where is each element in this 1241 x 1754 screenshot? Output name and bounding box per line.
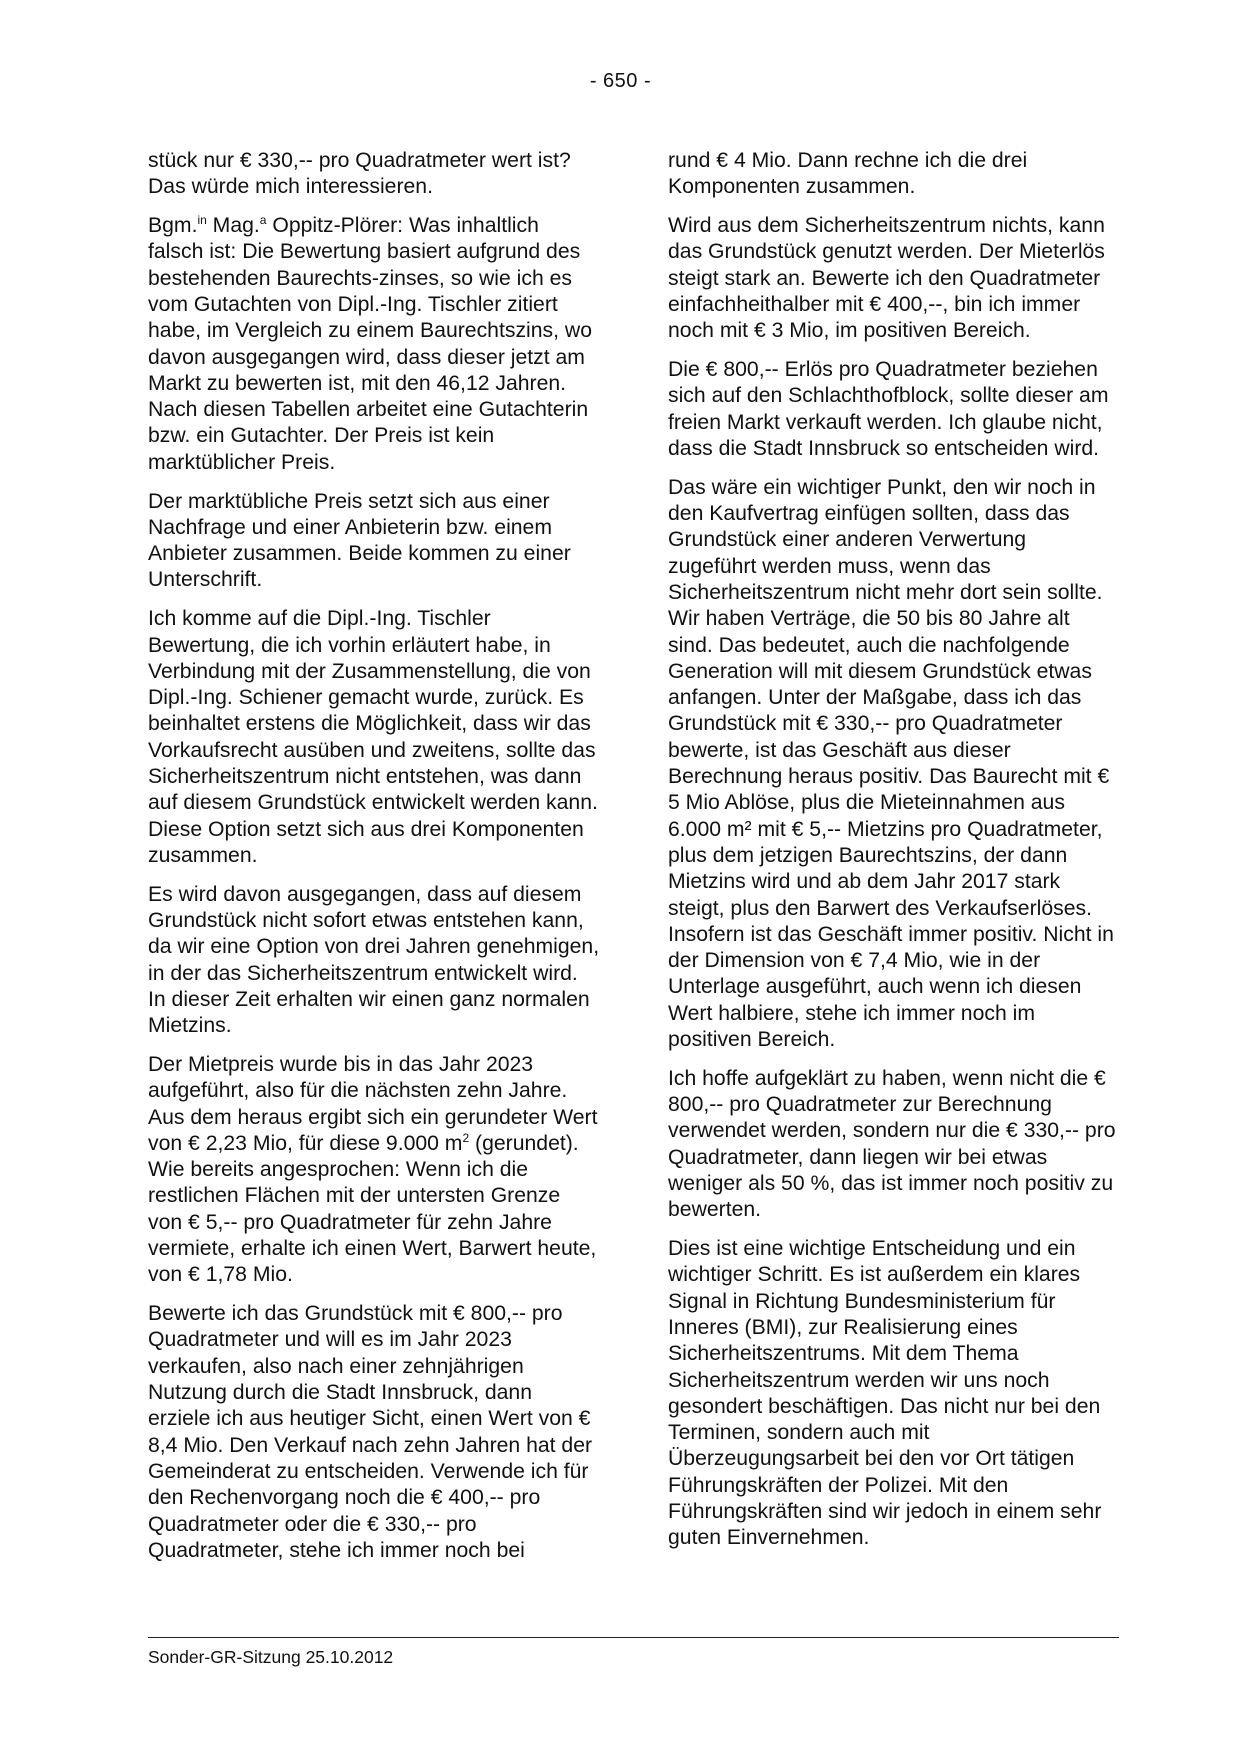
speaker-label: Bgm. xyxy=(148,214,198,238)
paragraph-speaker xyxy=(148,213,600,476)
footer-session-label: Sonder-GR-Sitzung 25.10.2012 xyxy=(148,1647,394,1667)
left-column xyxy=(148,148,600,1577)
superscript: 2 xyxy=(462,1130,470,1145)
paragraph xyxy=(148,1052,600,1289)
paragraph: Ich hoffe aufgeklärt zu haben, wenn nicht die € 800,-- pro Quadratmeter zur Berechnung verwendet werden, sondern nur die € 330,-- pro Quadratmeter, dann liegen wir bei etwas weniger als 50 %, das ist immer noch positiv zu bewerten. xyxy=(668,1066,1116,1222)
paragraph: rund € 4 Mio. Dann rechne ich die drei Komponenten zusammen. xyxy=(668,149,1028,199)
paragraph: Ich komme auf die Dipl.-Ing. Tischler Bewertung, die ich vorhin erläutert habe, in Verbindung mit der Zusammenstellung, die von Dipl.-Ing. Schiener gemacht wurde, zurück. Es beinhaltet erstens die Möglichkeit, dass wir das Vorkaufsrecht ausüben und zweitens, sollte das Sicherheitszentrum nicht entstehen, was dann auf diesem Grundstück entwickelt werden kann. Diese Option setzt sich aus drei Komponenten zusammen. xyxy=(148,607,598,867)
paragraph: Bewerte ich das Grundstück mit € 800,-- pro Quadratmeter und will es im Jahr 2023 verkaufen, also nach einer zehnjährigen Nutzung durch die Stadt Innsbruck, dann erziele ich aus heutiger Sicht, einen Wert von € 8,4 Mio. Den Verkauf nach zehn Jahren hat der Gemeinderat zu entscheiden. Verwende ich für den Rechenvorgang noch die € 400,-- pro Quadratmeter oder die € 330,-- pro Quadratmeter, stehe ich immer noch bei xyxy=(148,1302,593,1562)
paragraph: stück nur € 330,-- pro Quadratmeter wert ist? Das würde mich interessieren. xyxy=(148,149,571,199)
page-number: - 650 - xyxy=(589,70,652,92)
paragraph: Die € 800,-- Erlös pro Quadratmeter beziehen sich auf den Schlachthofblock, sollte dieser am freien Markt verkauft werden. Ich glaube nicht, dass die Stadt Innsbruck so entscheiden wird. xyxy=(668,358,1109,460)
text-segment: Der Mietpreis wurde bis in das Jahr 2023 aufgeführt, also für die nächsten zehn Jahre. Aus dem heraus ergibt sich ein gerundeter Wert von € 2,23 Mio, für diese 9.000 m xyxy=(148,1053,598,1155)
paragraph: Dies ist eine wichtige Entscheidung und ein wichtiger Schritt. Es ist außerdem ein klares Signal in Richtung Bundesministerium für Inneres (BMI), zur Realisierung eines Sicherheitszentrums. Mit dem Thema Sicherheitszentrum werden wir uns noch gesondert beschäftigen. Das nicht nur bei den Terminen, sondern auch mit Überzeugungsarbeit bei den vor Ort tätigen Führungskräften der Polizei. Mit den Führungskräften sind wir jedoch in einem sehr guten Einvernehmen. xyxy=(668,1237,1102,1550)
right-column xyxy=(668,148,1120,1564)
paragraph: Es wird davon ausgegangen, dass auf diesem Grundstück nicht sofort etwas entstehen kann, da wir eine Option von drei Jahren genehmigen, in der das Sicherheitszentrum entwickelt wird. In dieser Zeit erhalten wir einen ganz normalen Mietzins. xyxy=(148,882,600,1038)
superscript: in xyxy=(197,213,207,228)
speaker-title: Mag. xyxy=(206,214,260,238)
text-segment: (gerundet). Wie bereits angesprochen: Wenn ich die restlichen Flächen mit der untersten Grenze von € 5,-- pro Quadratmeter für zehn Jahre vermiete, erhalte ich einen Wert, Barwert heute, von € 1,78 Mio. xyxy=(148,1131,597,1287)
superscript: a xyxy=(259,213,267,228)
speaker-name: Oppitz-Plörer: xyxy=(266,214,404,238)
paragraph: Das wäre ein wichtiger Punkt, den wir noch in den Kaufvertrag einfügen sollten, dass das Grundstück einer anderen Verwertung zugeführt werden muss, wenn das Sicherheitszentrum nicht mehr dort sein sollte. Wir haben Verträge, die 50 bis 80 Jahre alt sind. Das bedeutet, auch die nachfolgende Generation will mit diesem Grundstück etwas anfangen. Unter der Maßgabe, dass ich das Grundstück mit € 330,-- pro Quadratmeter bewerte, ist das Geschäft aus dieser Berechnung heraus positiv. Das Baurecht mit € 5 Mio Ablöse, plus die Mieteinnahmen aus 6.000 m² mit € 5,-- Mietzins pro Quadratmeter, plus dem jetzigen Baurechtszins, der dann Mietzins wird und ab dem Jahr 2017 stark steigt, plus den Barwert des Verkaufserlöses. Insofern ist das Geschäft immer positiv. Nicht in der Dimension von € 7,4 Mio, wie in der Unterlage ausgeführt, auch wenn ich diesen Wert halbiere, stehe ich immer noch im positiven Bereich. xyxy=(668,475,1114,1051)
paragraph: Der marktübliche Preis setzt sich aus einer Nachfrage und einer Anbieterin bzw. einem Anbieter zusammen. Beide kommen zu einer Unterschrift. xyxy=(148,489,571,592)
speech-text: Was inhaltlich falsch ist: Die Bewertung basiert aufgrund des bestehenden Baurechts-zinses, so wie ich es vom Gutachten von Dipl.-Ing. Tischler zitiert habe, im Vergleich zu einem Baurechtszins, wo davon ausgegangen wird, dass dieser jetzt am Markt zu bewerten ist, mit den 46,12 Jahren. Nach diesen Tabellen arbeitet eine Gutachterin bzw. ein Gutachter. Der Preis ist kein marktüblicher Preis. xyxy=(148,214,592,474)
footer-divider xyxy=(148,1637,1119,1638)
paragraph: Wird aus dem Sicherheitszentrum nichts, kann das Grundstück genutzt werden. Der Mieterlös steigt stark an. Bewerte ich den Quadratmeter einfachheithalber mit € 400,--, bin ich immer noch mit € 3 Mio, im positiven Bereich. xyxy=(668,214,1105,343)
